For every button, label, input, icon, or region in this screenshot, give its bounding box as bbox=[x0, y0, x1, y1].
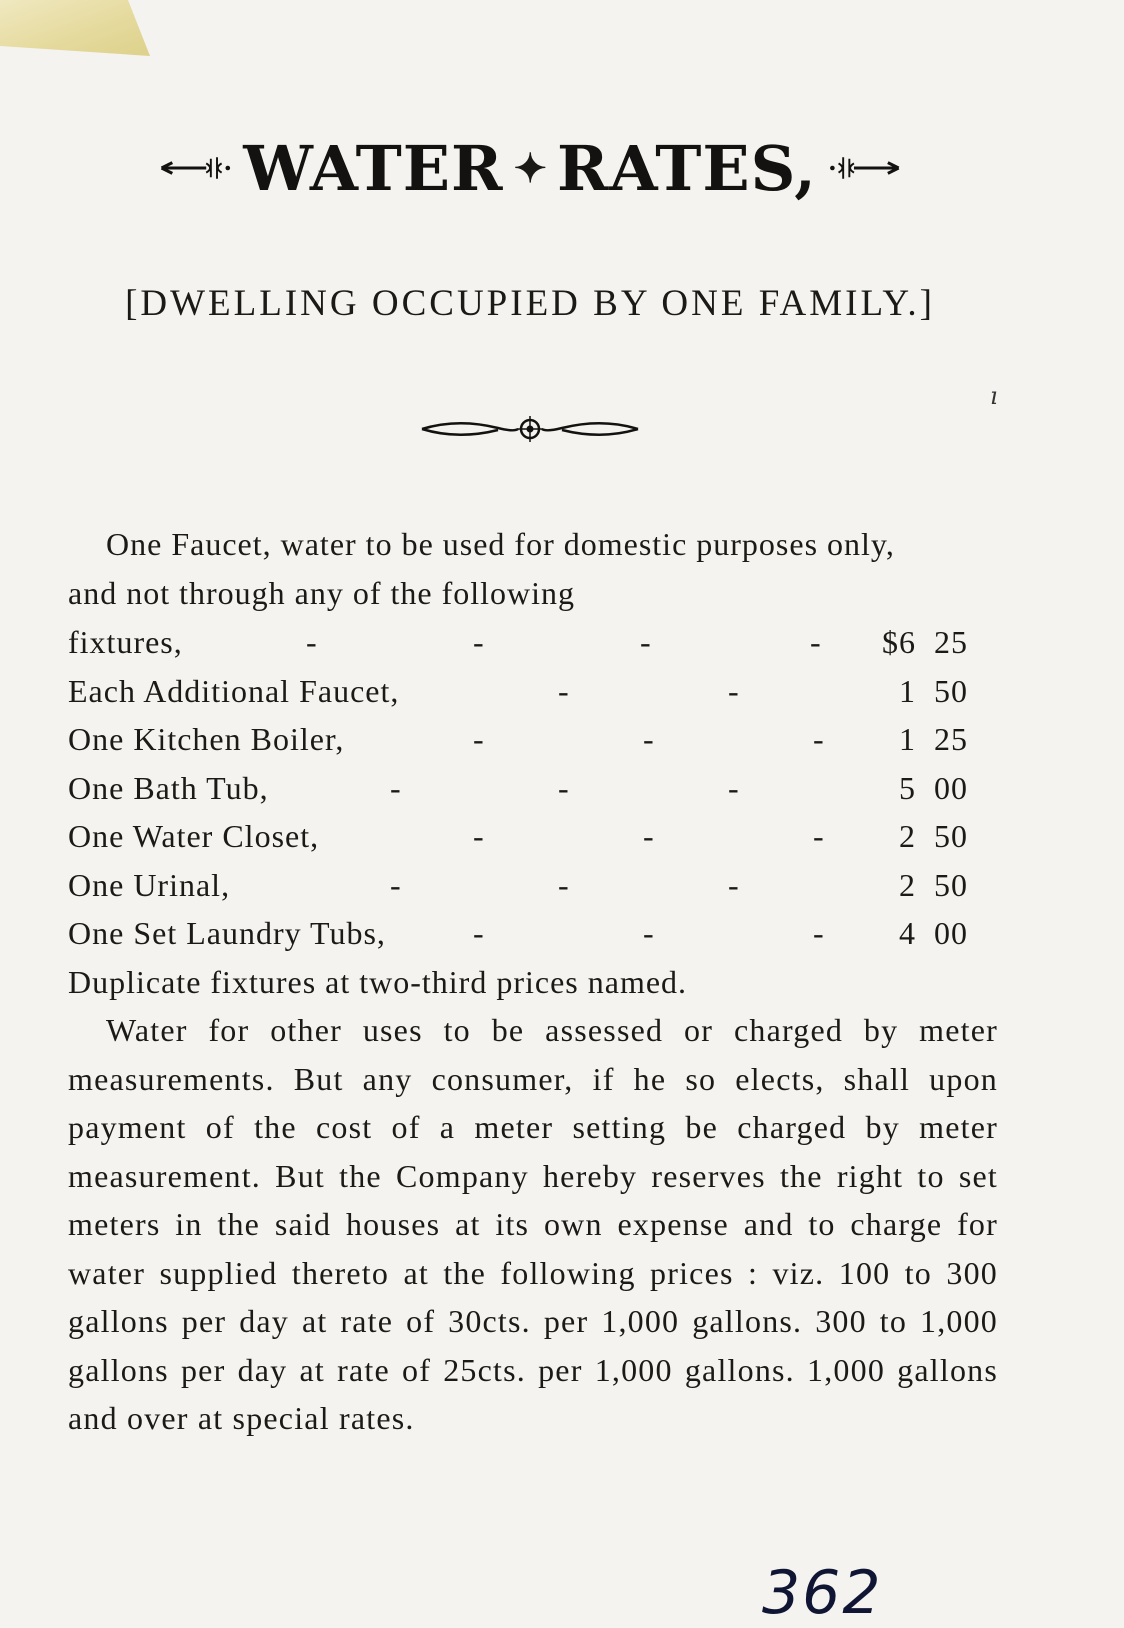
right-ornament-icon bbox=[827, 148, 900, 188]
rate-dollars: 1 bbox=[899, 672, 916, 709]
duplicate-fixtures-note: Duplicate fixtures at two-third prices named. bbox=[68, 964, 688, 1000]
title-water: WATER bbox=[243, 131, 504, 205]
rate-cents: 25 bbox=[934, 624, 968, 660]
rate-row: One Kitchen Boiler, - - - 1 25 bbox=[68, 715, 998, 764]
rate-dollars: 2 bbox=[899, 866, 916, 903]
rate-label: One Water Closet, bbox=[68, 818, 320, 854]
title-rates: RATES, bbox=[557, 131, 817, 205]
rate-row: One Bath Tub, - - - 5 00 bbox=[68, 764, 998, 813]
meter-text: Water for other uses to be assessed or charged by meter measurements. But any consumer, if he so elects, shall upon payment of the cost of a meter setting be charged by meter measurement. But the Company hereby reserves the right to set meters in the said houses at its own expense and to charge for water supplied thereto at the following prices : viz. 100 to 300 gallons per day at rate of 30cts. per 1,000 gallons. 300 to 1,000 gallons per day at rate of 25cts. per 1,000 gallons. 1,000 gallons and over at special rates. bbox=[68, 1012, 998, 1436]
rate-row: Each Additional Faucet, - - 1 50 bbox=[68, 667, 998, 716]
title-separator-icon: ✦ bbox=[513, 144, 547, 192]
rates-table bbox=[68, 618, 998, 958]
rate-row: One Set Laundry Tubs, - - - 4 00 bbox=[68, 909, 998, 958]
handwritten-page-number: 362 bbox=[762, 1558, 883, 1628]
rate-cents: 50 bbox=[934, 866, 968, 903]
rate-cents: 00 bbox=[934, 769, 968, 806]
rate-row: One Urinal, - - - 2 50 bbox=[68, 861, 998, 910]
subtitle: [DWELLING OCCUPIED BY ONE FAMILY.] bbox=[125, 283, 935, 324]
rate-dollars: 2 bbox=[899, 818, 916, 854]
rate-label: One Urinal, bbox=[68, 866, 231, 903]
title-banner bbox=[160, 128, 900, 208]
rate-dollars: 5 bbox=[899, 769, 916, 806]
rate-label: One Bath Tub, bbox=[68, 769, 269, 806]
intro-paragraph bbox=[68, 520, 904, 617]
rate-dollars: $6 bbox=[882, 624, 916, 660]
tape-strip bbox=[0, 0, 150, 56]
rate-dollars: 1 bbox=[899, 721, 916, 757]
flourish-divider-icon bbox=[418, 408, 642, 450]
rate-label: One Kitchen Boiler, bbox=[68, 721, 345, 757]
rate-label: fixtures, bbox=[68, 624, 183, 660]
rate-label: One Set Laundry Tubs, bbox=[68, 915, 386, 951]
left-ornament-icon bbox=[160, 148, 233, 188]
rate-label: Each Additional Faucet, bbox=[68, 672, 400, 709]
rate-cents: 00 bbox=[934, 915, 968, 951]
meter-paragraph bbox=[68, 1006, 998, 1443]
stray-mark: ı bbox=[990, 382, 998, 410]
intro-text: One Faucet, water to be used for domestic purposes only, and not through any of the following bbox=[68, 526, 895, 611]
rate-row: One Water Closet, - - - 2 50 bbox=[68, 812, 998, 861]
rate-cents: 25 bbox=[934, 721, 968, 757]
rate-dollars: 4 bbox=[899, 915, 916, 951]
rate-cents: 50 bbox=[934, 672, 968, 709]
rate-row: fixtures, - - - - $6 25 bbox=[68, 618, 998, 667]
rate-cents: 50 bbox=[934, 818, 968, 854]
